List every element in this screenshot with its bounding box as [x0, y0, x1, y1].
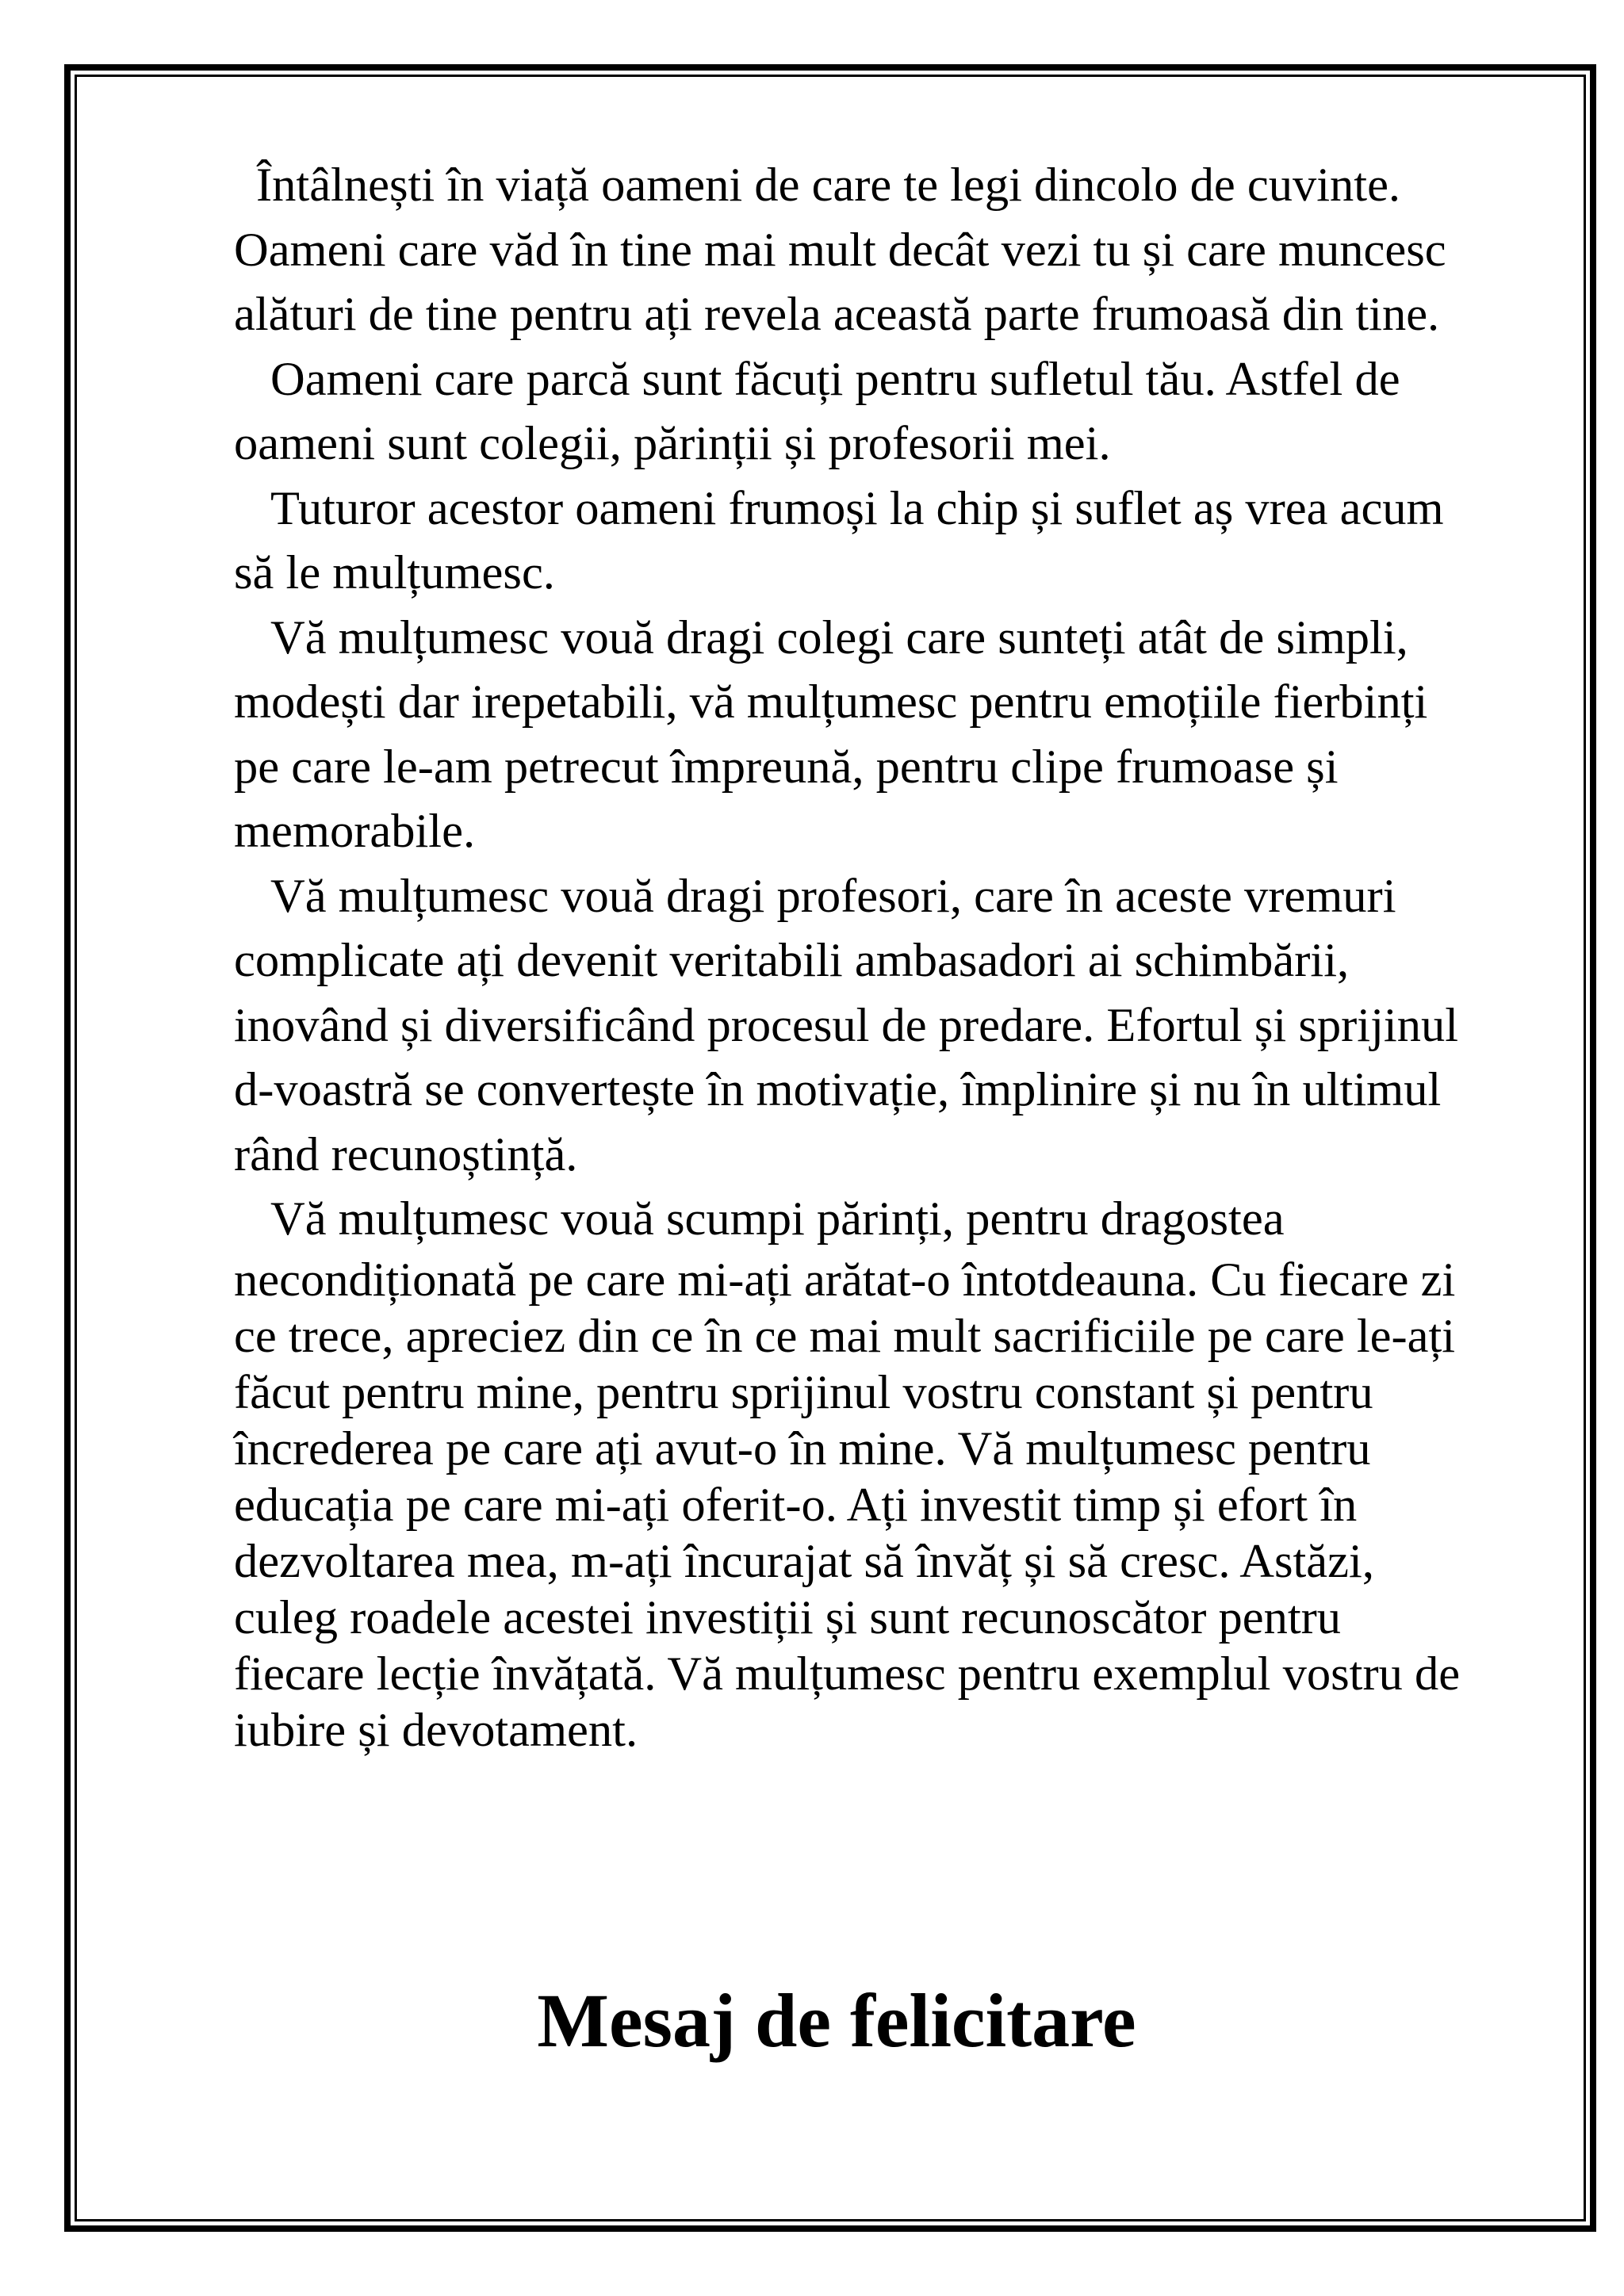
text-line: culeg roadele acestei investiții și sunt recunoscător pentru: [234, 1590, 1342, 1644]
text-line: complicate ați devenit veritabili ambasadori ai schimbării,: [234, 934, 1350, 987]
text-line: educația pe care mi-ați oferit-o. Ați investit timp și efort în: [234, 1478, 1358, 1532]
text-line: Oameni care parcă sunt făcuți pentru sufletul tău. Astfel de: [270, 352, 1400, 406]
paragraph-thanks-colleagues: [234, 606, 1534, 864]
paragraph-thanks-all: [234, 476, 1534, 606]
text-line: modești dar irepetabili, vă mulțumesc pentru emoțiile fierbinți: [234, 675, 1428, 729]
text-line: fiecare lecție învățată. Vă mulțumesc pentru exemplul vostru de: [234, 1647, 1461, 1701]
text-line: Tuturor acestor oameni frumoși la chip și suflet aș vrea acum: [270, 481, 1444, 535]
text-line: inovând și diversificând procesul de predare. Efortul și sprijinul: [234, 998, 1459, 1052]
letter-body: [234, 153, 1534, 1758]
text-line: Vă mulțumesc vouă scumpi părinți, pentru dragostea: [270, 1192, 1285, 1246]
paragraph-thanks-parents: [234, 1187, 1534, 1758]
text-line: alături de tine pentru ați revela această parte frumoasă din tine.: [234, 288, 1440, 341]
text-line: necondiționată pe care mi-ați arătat-o întotdeauna. Cu fiecare zi: [234, 1253, 1456, 1307]
text-line: Oameni care văd în tine mai mult decât vezi tu și care muncesc: [234, 223, 1446, 277]
text-line: încrederea pe care ați avut-o în mine. Vă mulțumesc pentru: [234, 1422, 1371, 1475]
paragraph-intro: [234, 153, 1534, 347]
text-line: memorabile.: [234, 805, 476, 858]
text-line: pe care le-am petrecut împreună, pentru clipe frumoase și: [234, 740, 1339, 794]
text-line: iubire și devotament.: [234, 1703, 638, 1757]
text-line: rând recunoștință.: [234, 1127, 578, 1181]
text-line: dezvoltarea mea, m-ați încurajat să învăț și să cresc. Astăzi,: [234, 1534, 1374, 1588]
text-line: Întâlnești în viață oameni de care te legi dincolo de cuvinte.: [256, 159, 1401, 212]
text-line: Vă mulțumesc vouă dragi colegi care sunteți atât de simpli,: [270, 610, 1408, 664]
text-line: d-voastră se convertește în motivație, împlinire și nu în ultimul: [234, 1063, 1442, 1116]
text-line: să le mulțumesc.: [234, 546, 555, 599]
text-line: Vă mulțumesc vouă dragi profesori, care în aceste vremuri: [270, 869, 1396, 923]
text-line: oameni sunt colegii, părinții și profesorii mei.: [234, 417, 1111, 470]
paragraph-thanks-teachers: [234, 864, 1534, 1188]
paragraph-people: [234, 347, 1534, 476]
page-title: Mesaj de felicitare: [537, 1978, 1136, 2063]
text-line: făcut pentru mine, pentru sprijinul vostru constant și pentru: [234, 1365, 1373, 1419]
text-line: ce trece, apreciez din ce în ce mai mult sacrificiile pe care le-ați: [234, 1309, 1456, 1363]
